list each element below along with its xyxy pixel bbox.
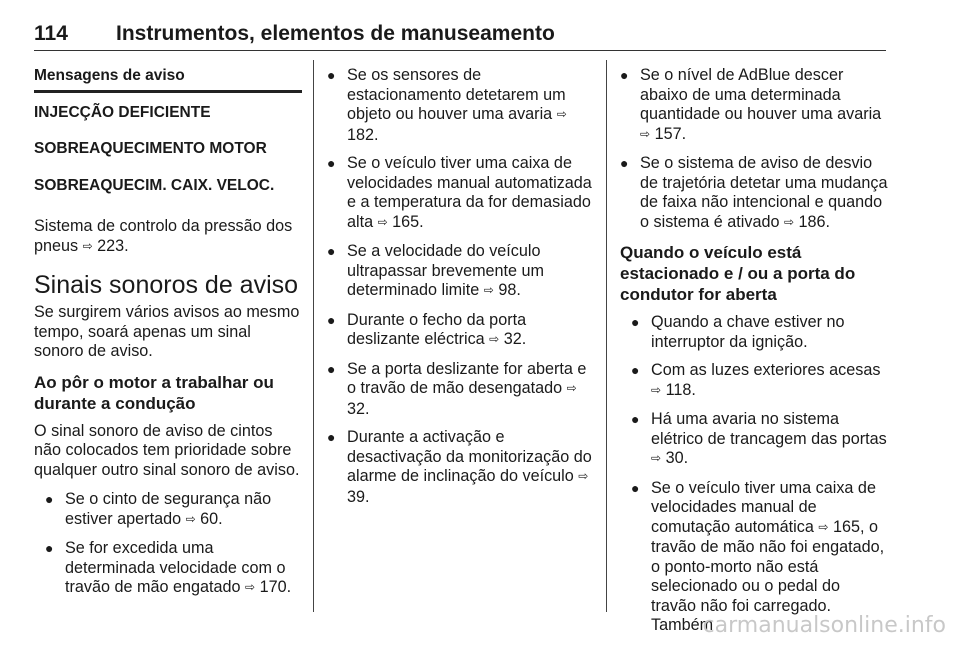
warning-message: SOBREAQUECIMENTO MOTOR xyxy=(34,140,267,157)
page-reference[interactable]: 39. xyxy=(347,487,370,506)
reference-arrow-icon: ⇨ xyxy=(640,126,651,141)
column-1 xyxy=(34,66,302,608)
page-header xyxy=(34,20,886,51)
page-reference[interactable]: 98. xyxy=(498,281,521,299)
bullet-icon: ● xyxy=(620,67,629,83)
reference-arrow-icon: ⇨ xyxy=(566,381,577,395)
paragraph: O sinal sonoro de aviso de cintos não colocados tem prioridade sobre qualquer outro sinal sonoro de aviso. xyxy=(34,421,300,479)
list-item: ● Se o veículo tiver uma caixa de velocidades manual automatizada e a temperatura da for demasiado alta ⇨ 165. xyxy=(327,154,592,231)
paragraph: Se surgirem vários avisos ao mesmo tempo, soará apenas um sinal sonoro de aviso. xyxy=(34,303,300,360)
column-divider xyxy=(606,60,607,612)
bullet-icon: ● xyxy=(631,411,640,427)
warning-message: INJECÇÃO DEFICIENTE xyxy=(34,103,211,121)
warning-message: SOBREAQUECIM. CAIX. VELOC. xyxy=(34,176,275,194)
bullet-icon: ● xyxy=(327,311,336,328)
list-item: ● Se a velocidade do veículo ultrapassar brevemente um determinado limite ⇨ 98. xyxy=(327,242,545,299)
list-item: ● Quando a chave estiver no interruptor da ignição. xyxy=(631,313,845,351)
reference-arrow-icon: ⇨ xyxy=(578,469,589,483)
list-item: ● Se o sistema de aviso de desvio de trajetória detetar uma mudança de faixa não intencional e quando o sistema é ativado ⇨ 186. xyxy=(620,154,888,231)
subheading: Quando o veículo está estacionado e / ou a porta do condutor for aberta xyxy=(620,243,856,304)
bullet-list xyxy=(620,66,888,233)
page-reference[interactable]: 223. xyxy=(97,236,129,255)
bullet-icon: ● xyxy=(631,479,640,496)
page-reference[interactable]: 157. xyxy=(654,124,687,143)
bullet-list xyxy=(327,66,595,507)
reference-arrow-icon: ⇨ xyxy=(185,511,196,526)
subheading: Ao pôr o motor a trabalhar ou durante a condução xyxy=(34,372,274,413)
reference-arrow-icon: ⇨ xyxy=(483,283,494,297)
list-item: ● Durante a activação e desactivação da monitorização do alarme de inclinação do veículo ⇨ 39. xyxy=(327,428,592,506)
list-item: ● Se a porta deslizante for aberta e o travão de mão desengatado ⇨ 32. xyxy=(327,359,587,418)
page-header-title: Instrumentos, elementos de manuseamento xyxy=(116,22,555,45)
list-item: ● Se o veículo tiver uma caixa de velocidades manual de comutação automática ⇨ 165, o travão de mão não foi engatado, o ponto-morto não está selecionado ou o pedal do travão não foi carregado. Também xyxy=(631,478,885,634)
paragraph: Sistema de controlo da pressão dos pneus ⇨ 223. xyxy=(34,217,293,255)
list-item: ● Se o cinto de segurança não estiver apertado ⇨ 60. xyxy=(45,490,272,528)
reference-arrow-icon: ⇨ xyxy=(489,332,500,346)
reference-arrow-icon: ⇨ xyxy=(783,214,795,229)
reference-arrow-icon: ⇨ xyxy=(651,382,662,397)
list-item: ● Se for excedida uma determinada velocidade com o travão de mão engatado ⇨ 170. xyxy=(45,539,292,596)
bullet-icon: ● xyxy=(327,155,336,171)
column-divider xyxy=(313,60,314,612)
page-reference[interactable]: 118. xyxy=(665,380,696,399)
bullet-list xyxy=(620,313,888,636)
list-item: ● Com as luzes exteriores acesas ⇨ 118. xyxy=(631,361,881,399)
bullet-icon: ● xyxy=(327,360,336,377)
reference-arrow-icon: ⇨ xyxy=(377,214,388,229)
reference-arrow-icon: ⇨ xyxy=(82,238,93,253)
bullet-icon: ● xyxy=(327,67,336,83)
page-reference[interactable]: 32. xyxy=(347,399,370,418)
bullet-icon: ● xyxy=(631,314,640,330)
page-reference[interactable]: 32. xyxy=(503,330,527,348)
section-heading: Mensagens de aviso xyxy=(34,66,302,93)
reference-arrow-icon: ⇨ xyxy=(818,519,829,534)
list-item: ● Se o nível de AdBlue descer abaixo de uma determinada quantidade ou houver uma avaria ⇨ 157. xyxy=(620,66,882,143)
page-reference[interactable]: 182. xyxy=(347,125,379,144)
page-reference[interactable]: 170. xyxy=(259,578,292,596)
reference-arrow-icon: ⇨ xyxy=(556,107,567,121)
bullet-list xyxy=(34,490,302,599)
column-2 xyxy=(327,66,595,516)
watermark: carmanualsonline.info xyxy=(702,613,946,638)
page-reference[interactable]: 165, xyxy=(832,517,865,536)
bullet-icon: ● xyxy=(620,155,629,171)
page-reference[interactable]: 60. xyxy=(200,509,223,528)
list-item: ● Durante o fecho da porta deslizante eléctrica ⇨ 32. xyxy=(327,310,527,348)
bullet-icon: ● xyxy=(327,429,336,445)
list-item: ● Há uma avaria no sistema elétrico de trancagem das portas ⇨ 30. xyxy=(631,410,887,467)
bullet-icon: ● xyxy=(45,491,54,507)
reference-arrow-icon: ⇨ xyxy=(245,580,256,594)
heading: Sinais sonoros de aviso xyxy=(34,271,299,299)
bullet-icon: ● xyxy=(45,540,54,556)
column-3 xyxy=(620,66,888,645)
list-item: ● Se os sensores de estacionamento detetarem um objeto ou houver uma avaria ⇨ 182. xyxy=(327,66,567,144)
bullet-icon: ● xyxy=(631,362,640,378)
bullet-icon: ● xyxy=(327,243,336,259)
reference-arrow-icon: ⇨ xyxy=(651,451,662,465)
page-reference[interactable]: 186. xyxy=(798,212,831,231)
page-reference[interactable]: 165. xyxy=(392,212,424,231)
page-number: 114 xyxy=(34,22,68,45)
page-reference[interactable]: 30. xyxy=(665,449,689,467)
